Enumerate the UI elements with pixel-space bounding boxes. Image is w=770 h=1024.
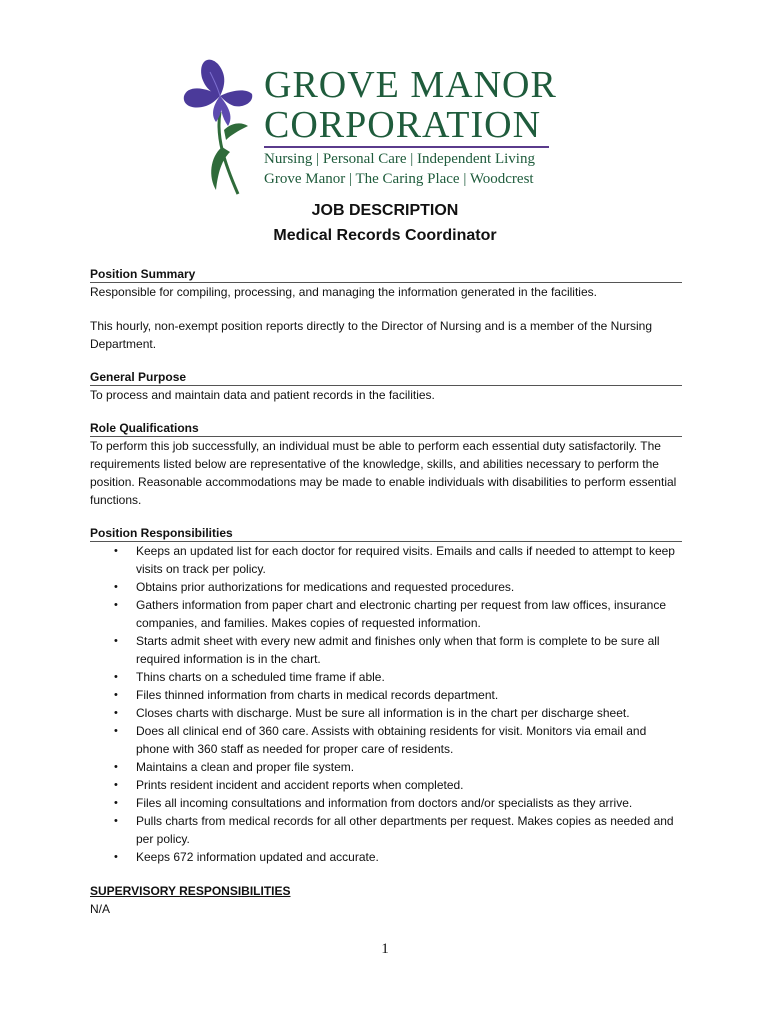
position-responsibilities-heading: Position Responsibilities <box>90 525 682 542</box>
list-item: • Keeps 672 information updated and accurate. <box>114 850 379 864</box>
list-item: • Starts admit sheet with every new admit and finishes only when that form is complete to be sure all required information is in the chart. <box>114 634 660 666</box>
supervisory-heading: SUPERVISORY RESPONSIBILITIES <box>90 884 291 898</box>
list-item: • Closes charts with discharge. Must be sure all information is in the chart per discharge sheet. <box>114 706 630 720</box>
list-item: • Files all incoming consultations and information from doctors and/or specialists as they arrive. <box>114 796 633 810</box>
bullet-icon: • <box>114 599 118 611</box>
list-item: • Files thinned information from charts in medical records department. <box>114 688 499 702</box>
bullet-icon: • <box>114 635 118 647</box>
logo-tagline-locations: Grove Manor | The Caring Place | Woodcrest <box>264 171 534 187</box>
general-purpose-heading: General Purpose <box>90 369 682 386</box>
bullet-icon: • <box>114 725 118 737</box>
company-name-line2: CORPORATION <box>264 104 542 146</box>
position-summary-reporting: This hourly, non-exempt position reports directly to the Director of Nursing and is a member of the Nursing Department. <box>90 319 653 351</box>
bullet-icon: • <box>114 671 118 683</box>
position-summary-text: Responsible for compiling, processing, and managing the information generated in the facilities. <box>90 285 597 299</box>
document-title: JOB DESCRIPTION <box>311 202 459 219</box>
supervisory-text: N/A <box>90 902 111 916</box>
bullet-icon: • <box>114 779 118 791</box>
bullet-icon: • <box>114 851 118 863</box>
job-title: Medical Records Coordinator <box>273 227 497 244</box>
list-item: • Keeps an updated list for each doctor for required visits. Emails and calls if needed to attempt to keep visits on track per policy. <box>114 544 675 576</box>
role-qualifications-text: To perform this job successfully, an individual must be able to perform each essential duty satisfactorily. The requirements listed below are representative of the knowledge, skills, and abilities necessary to perform the position. Reasonable accommodations may be made to enable individuals with disabilities to perform essential functions. <box>90 439 677 507</box>
list-item: • Thins charts on a scheduled time frame if able. <box>114 670 385 684</box>
page-number: 1 <box>381 941 389 957</box>
bullet-icon: • <box>114 581 118 593</box>
position-summary-heading: Position Summary <box>90 266 682 283</box>
logo-tagline-services: Nursing | Personal Care | Independent Living <box>264 151 535 167</box>
iris-flower-icon <box>180 52 260 197</box>
list-item: • Obtains prior authorizations for medications and requested procedures. <box>114 580 515 594</box>
company-name-line1: GROVE MANOR <box>264 64 557 106</box>
list-item: • Does all clinical end of 360 care. Assists with obtaining residents for visit. Monitors via email and phone with 360 staff as needed for proper care of residents. <box>114 724 647 756</box>
bullet-icon: • <box>114 761 118 773</box>
bullet-icon: • <box>114 815 118 827</box>
document-body <box>90 266 682 918</box>
responsibilities-list <box>90 542 682 866</box>
bullet-icon: • <box>114 545 118 557</box>
bullet-icon: • <box>114 707 118 719</box>
company-logo <box>180 52 560 197</box>
logo-divider <box>264 146 549 148</box>
list-item: • Prints resident incident and accident reports when completed. <box>114 778 464 792</box>
list-item: • Maintains a clean and proper file system. <box>114 760 355 774</box>
general-purpose-text: To process and maintain data and patient records in the facilities. <box>90 388 435 402</box>
list-item: • Gathers information from paper chart and electronic charting per request from law offices, insurance companies, and families. Makes copies of requested information. <box>114 598 667 630</box>
list-item: • Pulls charts from medical records for all other departments per request. Makes copies as needed and per policy. <box>114 814 674 846</box>
bullet-icon: • <box>114 797 118 809</box>
role-qualifications-heading: Role Qualifications <box>90 420 682 437</box>
bullet-icon: • <box>114 689 118 701</box>
